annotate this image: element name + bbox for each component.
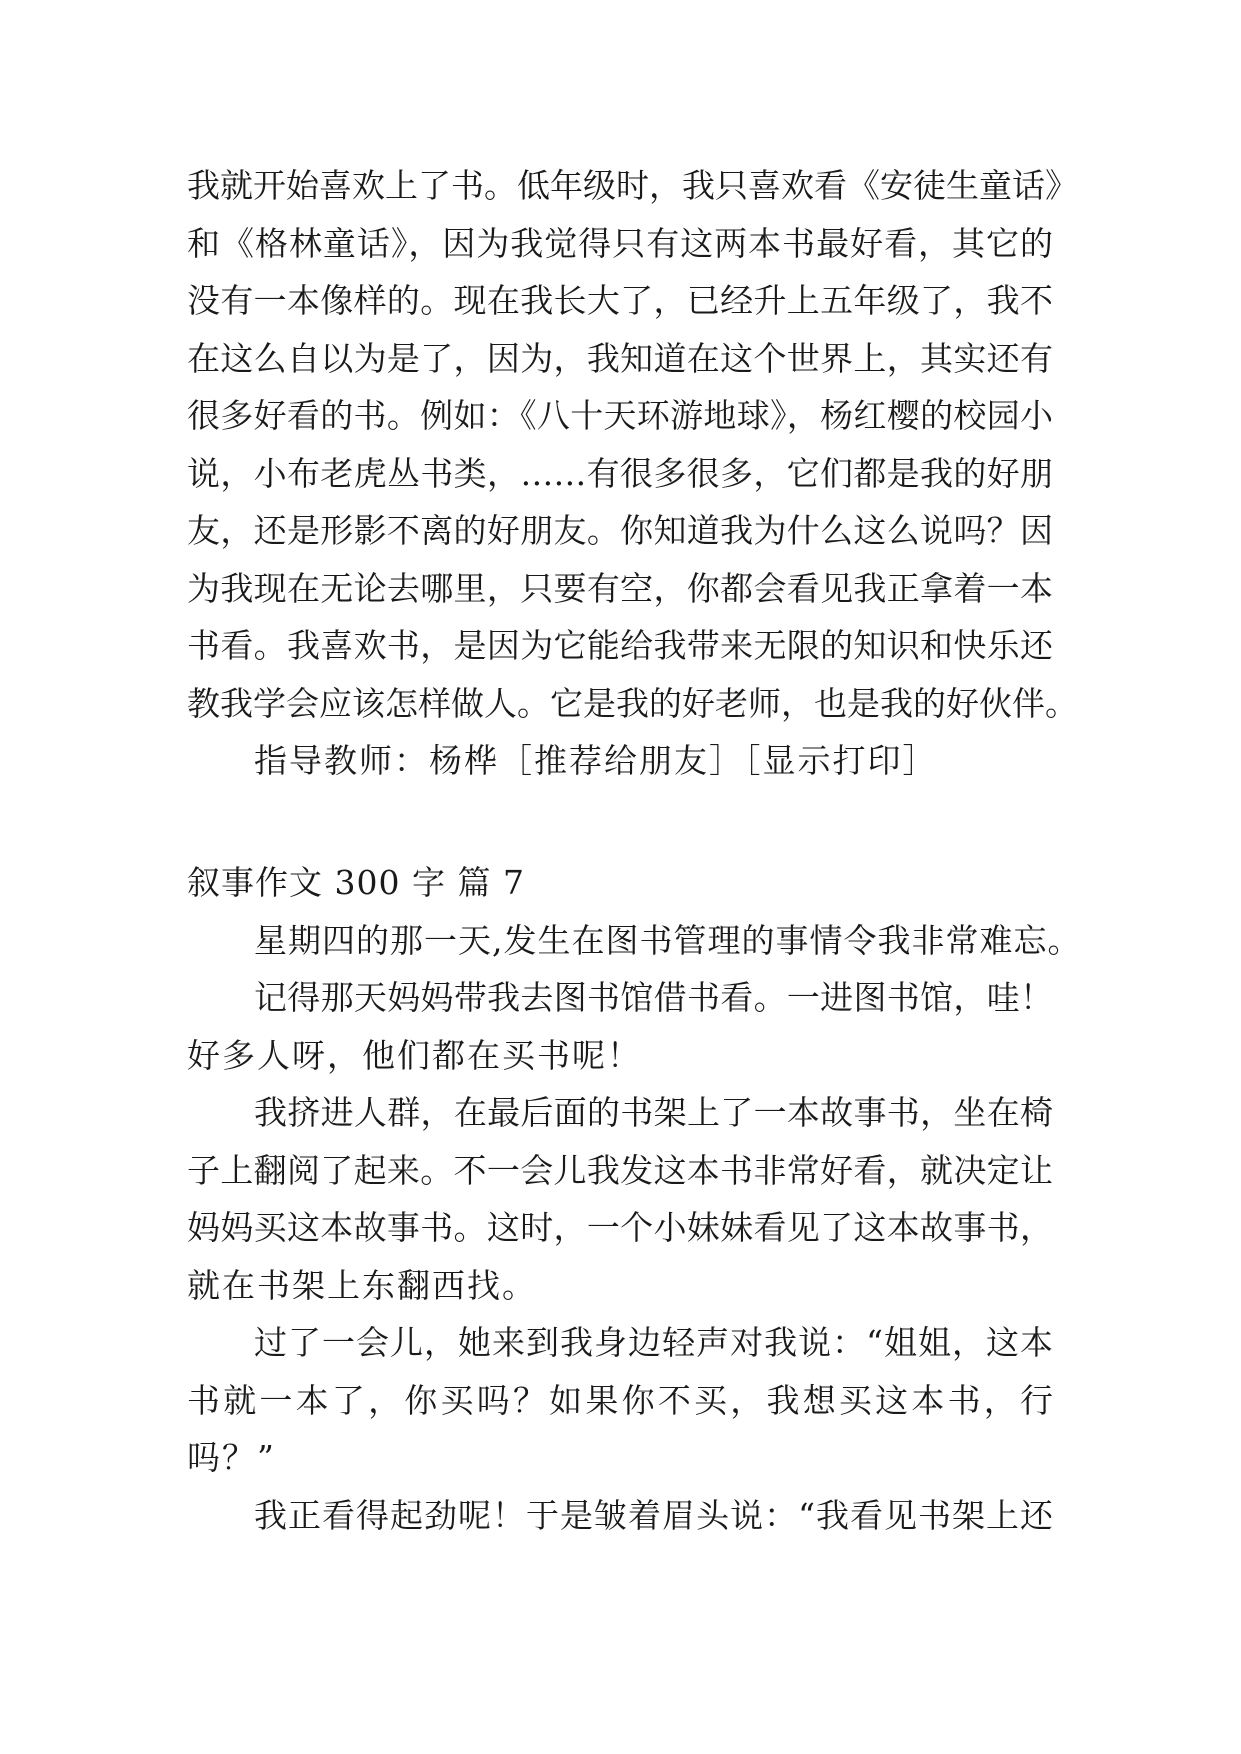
text-line: 在这么自以为是了，因为，我知道在这个世界上，其实还有 <box>187 339 1053 378</box>
text-line: 星期四的那一天,发生在图书管理的事情令我非常难忘。 <box>254 921 1082 960</box>
text-line: 记得那天妈妈带我去图书馆借书看。一进图书馆，哇！ <box>254 978 1053 1017</box>
text-line: 为我现在无论去哪里，只要有空，你都会看见我正拿着一本 <box>187 569 1053 608</box>
text-line: 书看。我喜欢书，是因为它能给我带来无限的知识和快乐还 <box>187 626 1053 665</box>
text-line: 我挤进人群，在最后面的书架上了一本故事书，坐在椅 <box>254 1093 1053 1132</box>
text-line: 教我学会应该怎样做人。它是我的好老师，也是我的好伙伴。 <box>187 684 1078 723</box>
text-line: 说，小布老虎丛书类，……有很多很多，它们都是我的好朋 <box>187 454 1053 493</box>
text-line: 就在书架上东翻西找。 <box>187 1266 537 1305</box>
text-line: 友，还是形影不离的好朋友。你知道我为什么这么说吗？因 <box>187 511 1053 550</box>
text-line: 过了一会儿，她来到我身边轻声对我说：“姐姐，这本 <box>254 1323 1053 1362</box>
text-line: 和《格林童话》，因为我觉得只有这两本书最好看，其它的 <box>187 224 1053 263</box>
text-line: 妈妈买这本故事书。这时，一个小妹妹看见了这本故事书， <box>187 1208 1053 1247</box>
text-line: 没有一本像样的。现在我长大了，已经升上五年级了，我不 <box>187 281 1053 320</box>
text-line: 吗？” <box>187 1438 276 1477</box>
text-line: 我就开始喜欢上了书。低年级时，我只喜欢看《安徒生童话》 <box>187 166 1078 205</box>
signature-line: 指导教师：杨桦［推荐给朋友］［显示打印］ <box>254 741 938 780</box>
text-line: 很多好看的书。例如：《八十天环游地球》，杨红樱的校园小 <box>187 396 1053 435</box>
text-line: 子上翻阅了起来。不一会儿我发这本书非常好看，就决定让 <box>187 1151 1053 1190</box>
text-line: 好多人呀，他们都在买书呢！ <box>187 1036 642 1075</box>
text-line: 我正看得起劲呢！于是皱着眉头说：“我看见书架上还 <box>254 1496 1053 1535</box>
section-heading: 叙事作文 300 字 篇 7 <box>187 863 525 902</box>
text-line: 书就一本了，你买吗？如果你不买，我想买这本书，行 <box>187 1381 1053 1420</box>
